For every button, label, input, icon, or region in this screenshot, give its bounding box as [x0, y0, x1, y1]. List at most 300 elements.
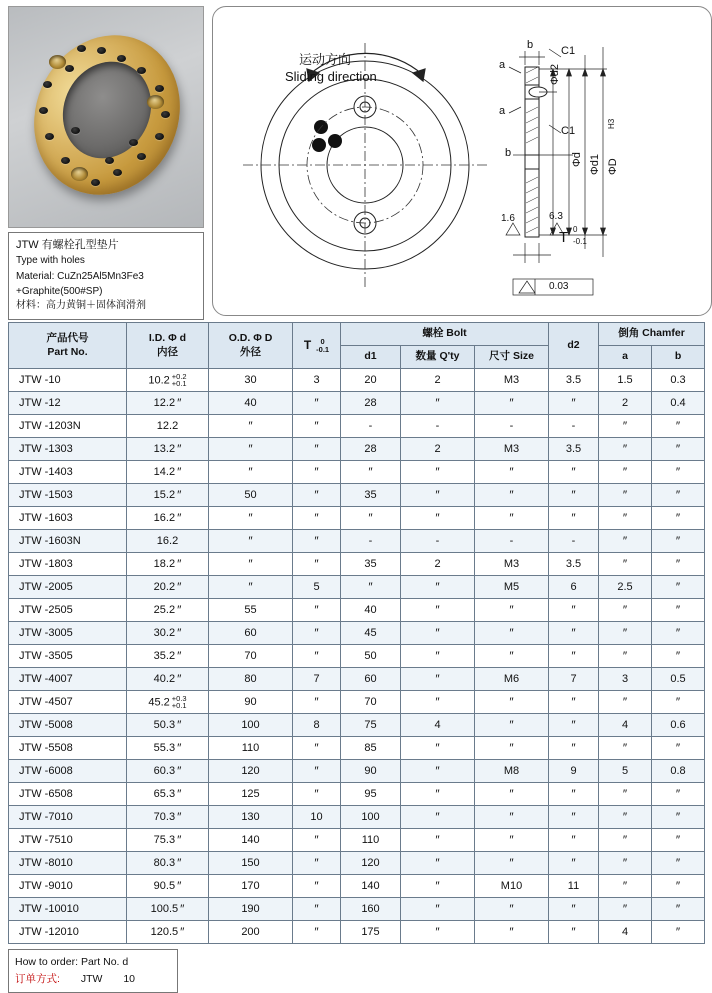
cell-bolt-d1: 160: [341, 898, 401, 921]
sliding-direction-cn: 运动方向: [299, 52, 352, 67]
cell-part-no: JTW -2005: [9, 576, 127, 599]
cell-thickness: ″: [293, 737, 341, 760]
cell-id-tolerance: ″: [177, 879, 182, 894]
cell-chamfer-b: ″: [652, 553, 705, 576]
cell-outer-diameter: 100: [209, 714, 293, 737]
cell-chamfer-b: 0.3: [652, 369, 705, 392]
cell-outer-diameter: ″: [209, 438, 293, 461]
cell-inner-diameter: 13.2 ″: [127, 438, 209, 461]
dim-h3: H3: [607, 118, 616, 129]
how-to-order-box: [8, 949, 178, 993]
cell-d2: ″: [549, 691, 599, 714]
cell-bolt-qty: ″: [401, 599, 475, 622]
cell-bolt-size: ″: [475, 392, 549, 415]
cell-outer-diameter: 30: [209, 369, 293, 392]
cell-bolt-d1: 50: [341, 645, 401, 668]
cell-chamfer-a: ″: [599, 852, 652, 875]
cell-bolt-qty: ″: [401, 852, 475, 875]
cell-chamfer-a: 2: [599, 392, 652, 415]
dim-T-tol-bot: -0.1: [573, 237, 587, 246]
cell-bolt-d1: 35: [341, 553, 401, 576]
top-section: [0, 0, 712, 318]
graphite-plug-icon: [97, 47, 106, 54]
caption-title-en: Type with holes: [16, 254, 85, 266]
graphite-plug-icon: [137, 67, 146, 74]
cell-chamfer-a: ″: [599, 599, 652, 622]
graphite-plug-icon: [137, 153, 146, 160]
table-row: [9, 875, 705, 898]
cell-outer-diameter: ″: [209, 576, 293, 599]
cell-outer-diameter: 110: [209, 737, 293, 760]
cell-id-tolerance: ″: [180, 925, 185, 940]
cell-part-no: JTW -1303: [9, 438, 127, 461]
cell-chamfer-b: ″: [652, 507, 705, 530]
cell-id-tolerance: ″: [177, 511, 182, 526]
cell-chamfer-b: ″: [652, 852, 705, 875]
cell-bolt-qty: -: [401, 530, 475, 553]
product-photo: [8, 6, 204, 228]
cell-id-tolerance: ″: [177, 465, 182, 480]
cell-outer-diameter: ″: [209, 507, 293, 530]
cell-bolt-size: M10: [475, 875, 549, 898]
cell-bolt-size: ″: [475, 783, 549, 806]
cell-chamfer-b: 0.5: [652, 668, 705, 691]
table-row: [9, 599, 705, 622]
cell-outer-diameter: 125: [209, 783, 293, 806]
cell-bolt-d1: 35: [341, 484, 401, 507]
cell-outer-diameter: 130: [209, 806, 293, 829]
cell-id-tolerance: ″: [177, 488, 182, 503]
table-row: [9, 714, 705, 737]
cell-chamfer-a: ″: [599, 875, 652, 898]
cell-bolt-qty: ″: [401, 645, 475, 668]
cell-id-tolerance: ″: [177, 833, 182, 848]
cell-bolt-d1: 75: [341, 714, 401, 737]
cell-d2: ″: [549, 645, 599, 668]
cell-d2: 3.5: [549, 369, 599, 392]
cell-thickness: ″: [293, 507, 341, 530]
cell-inner-diameter: 80.3 ″: [127, 852, 209, 875]
graphite-plug-icon: [161, 111, 170, 118]
cell-bolt-size: ″: [475, 829, 549, 852]
cell-id-tolerance: ″: [177, 810, 182, 825]
cell-chamfer-a: 3: [599, 668, 652, 691]
cell-bolt-size: ″: [475, 806, 549, 829]
cell-d2: ″: [549, 783, 599, 806]
cell-outer-diameter: 50: [209, 484, 293, 507]
cell-chamfer-a: ″: [599, 829, 652, 852]
bolt-hole-icon: [49, 55, 66, 69]
cell-bolt-size: M3: [475, 438, 549, 461]
cell-part-no: JTW -3505: [9, 645, 127, 668]
table-row: [9, 438, 705, 461]
cell-outer-diameter: ″: [209, 553, 293, 576]
cell-id-tolerance: ″: [177, 442, 182, 457]
cell-bolt-size: ″: [475, 622, 549, 645]
cell-chamfer-b: 0.8: [652, 760, 705, 783]
caption-material-cn: 材料：高力黄铜＋固体润滑剂: [16, 300, 146, 312]
cell-d2: ″: [549, 921, 599, 944]
cell-outer-diameter: 70: [209, 645, 293, 668]
cell-chamfer-b: ″: [652, 783, 705, 806]
spec-table-wrap: [0, 318, 712, 944]
cell-d2: ″: [549, 484, 599, 507]
cell-inner-diameter: 14.2 ″: [127, 461, 209, 484]
cell-chamfer-a: ″: [599, 622, 652, 645]
cell-bolt-qty: 4: [401, 714, 475, 737]
roughness-16: 1.6: [501, 213, 515, 224]
cell-bolt-size: M8: [475, 760, 549, 783]
cell-inner-diameter: 30.2 ″: [127, 622, 209, 645]
cell-bolt-qty: ″: [401, 461, 475, 484]
cell-part-no: JTW -7010: [9, 806, 127, 829]
cell-bolt-qty: ″: [401, 622, 475, 645]
dim-a-1: a: [499, 59, 506, 71]
order-prefix: JTW: [80, 972, 103, 985]
cell-thickness: ″: [293, 852, 341, 875]
cell-outer-diameter: ″: [209, 415, 293, 438]
cell-part-no: JTW -10010: [9, 898, 127, 921]
th-chamfer-a: a: [599, 346, 652, 369]
cell-part-no: JTW -1603: [9, 507, 127, 530]
cell-d2: 7: [549, 668, 599, 691]
cell-part-no: JTW -12: [9, 392, 127, 415]
cell-d2: ″: [549, 898, 599, 921]
cell-thickness: ″: [293, 530, 341, 553]
cell-thickness: ″: [293, 691, 341, 714]
cell-d2: -: [549, 530, 599, 553]
cell-thickness: ″: [293, 553, 341, 576]
cell-inner-diameter: 20.2 ″: [127, 576, 209, 599]
cell-bolt-d1: 120: [341, 852, 401, 875]
cell-chamfer-b: ″: [652, 806, 705, 829]
cell-part-no: JTW -2505: [9, 599, 127, 622]
cell-d2: -: [549, 415, 599, 438]
table-row: [9, 369, 705, 392]
cell-inner-diameter: 40.2 ″: [127, 668, 209, 691]
cell-bolt-d1: ″: [341, 576, 401, 599]
cell-thickness: 8: [293, 714, 341, 737]
graphite-plug-icon: [105, 157, 114, 164]
cell-outer-diameter: 150: [209, 852, 293, 875]
cell-part-no: JTW -12010: [9, 921, 127, 944]
table-header-row-1: [9, 323, 705, 346]
cell-thickness: 3: [293, 369, 341, 392]
th-size: 尺寸 Size: [475, 346, 549, 369]
cell-chamfer-a: 5: [599, 760, 652, 783]
cell-thickness: ″: [293, 599, 341, 622]
cell-d2: ″: [549, 829, 599, 852]
cell-thickness: ″: [293, 645, 341, 668]
cell-bolt-qty: 2: [401, 369, 475, 392]
bolt-hole-icon: [147, 95, 164, 109]
cell-outer-diameter: 80: [209, 668, 293, 691]
cell-bolt-qty: ″: [401, 898, 475, 921]
cell-chamfer-b: ″: [652, 875, 705, 898]
cell-thickness: ″: [293, 461, 341, 484]
cell-inner-diameter: 12.2: [127, 415, 209, 438]
cell-inner-diameter: 70.3 ″: [127, 806, 209, 829]
cell-outer-diameter: 60: [209, 622, 293, 645]
cell-bolt-d1: ″: [341, 461, 401, 484]
how-to-order-line2: [15, 971, 171, 988]
cell-bolt-d1: 90: [341, 760, 401, 783]
cell-bolt-size: ″: [475, 645, 549, 668]
cell-bolt-d1: 70: [341, 691, 401, 714]
cell-bolt-size: ″: [475, 599, 549, 622]
cell-bolt-qty: -: [401, 415, 475, 438]
cell-chamfer-b: 0.4: [652, 392, 705, 415]
table-row: [9, 783, 705, 806]
cell-bolt-size: ″: [475, 852, 549, 875]
cell-bolt-size: ″: [475, 461, 549, 484]
order-size: 10: [123, 972, 136, 985]
cell-thickness: ″: [293, 760, 341, 783]
cell-chamfer-a: ″: [599, 438, 652, 461]
cell-chamfer-b: ″: [652, 898, 705, 921]
cell-chamfer-a: ″: [599, 415, 652, 438]
flatness-value: 0.03: [549, 281, 569, 292]
cell-part-no: JTW -1503: [9, 484, 127, 507]
graphite-plug-icon: [155, 133, 164, 140]
cell-d2: ″: [549, 714, 599, 737]
cell-id-tolerance: ″: [177, 557, 182, 572]
graphite-plug-icon: [65, 65, 74, 72]
cell-thickness: ″: [293, 415, 341, 438]
cell-part-no: JTW -9010: [9, 875, 127, 898]
cell-bolt-d1: 60: [341, 668, 401, 691]
cell-inner-diameter: 100.5 ″: [127, 898, 209, 921]
table-row: [9, 829, 705, 852]
cell-chamfer-b: ″: [652, 599, 705, 622]
cell-inner-diameter: 45.2 +0.3 +0.1: [127, 691, 209, 714]
cell-chamfer-a: ″: [599, 553, 652, 576]
cell-bolt-d1: 45: [341, 622, 401, 645]
cell-chamfer-b: ″: [652, 829, 705, 852]
cell-d2: ″: [549, 737, 599, 760]
cell-d2: ″: [549, 461, 599, 484]
cell-bolt-d1: ″: [341, 507, 401, 530]
cell-part-no: JTW -1203N: [9, 415, 127, 438]
table-row: [9, 461, 705, 484]
cell-inner-diameter: 16.2: [127, 530, 209, 553]
cell-part-no: JTW -4507: [9, 691, 127, 714]
cell-bolt-size: ″: [475, 691, 549, 714]
cell-bolt-d1: 40: [341, 599, 401, 622]
cell-chamfer-a: ″: [599, 530, 652, 553]
graphite-plug-icon: [77, 45, 86, 52]
cell-d2: ″: [549, 507, 599, 530]
th-d1: d1: [341, 346, 401, 369]
table-row: [9, 737, 705, 760]
cell-inner-diameter: 35.2 ″: [127, 645, 209, 668]
cell-bolt-size: M3: [475, 369, 549, 392]
cell-inner-diameter: 120.5 ″: [127, 921, 209, 944]
cell-id-tolerance: ″: [177, 649, 182, 664]
cell-part-no: JTW -5508: [9, 737, 127, 760]
cell-bolt-d1: 28: [341, 392, 401, 415]
dim-b-top: b: [527, 39, 534, 51]
graphite-plug-icon: [91, 179, 100, 186]
cell-chamfer-b: ″: [652, 691, 705, 714]
graphite-plug-icon: [43, 81, 52, 88]
cell-inner-diameter: 65.3 ″: [127, 783, 209, 806]
drawing-svg: [213, 7, 711, 315]
table-row: [9, 645, 705, 668]
graphite-plug-icon: [61, 157, 70, 164]
table-row: [9, 415, 705, 438]
cell-bolt-d1: 95: [341, 783, 401, 806]
dim-phi-d: Φd: [571, 152, 583, 167]
graphite-plug-icon: [117, 55, 126, 62]
spec-table: [8, 322, 705, 944]
cell-chamfer-a: 4: [599, 921, 652, 944]
cell-outer-diameter: ″: [209, 530, 293, 553]
cell-chamfer-a: ″: [599, 898, 652, 921]
product-caption: [8, 232, 204, 320]
cell-bolt-size: M3: [475, 553, 549, 576]
cell-bolt-d1: -: [341, 415, 401, 438]
cell-outer-diameter: 55: [209, 599, 293, 622]
cell-inner-diameter: 60.3 ″: [127, 760, 209, 783]
cell-id-tolerance: ″: [177, 603, 182, 618]
table-row: [9, 921, 705, 944]
th-partno: 产品代号 Part No.: [9, 323, 127, 369]
cell-chamfer-b: 0.6: [652, 714, 705, 737]
graphite-plug-icon: [45, 133, 54, 140]
cell-id-tolerance: ″: [177, 626, 182, 641]
table-row: [9, 691, 705, 714]
cell-bolt-qty: ″: [401, 806, 475, 829]
cell-id-tolerance: ″: [177, 718, 182, 733]
cell-part-no: JTW -3005: [9, 622, 127, 645]
cell-bolt-qty: ″: [401, 668, 475, 691]
cell-bolt-qty: ″: [401, 829, 475, 852]
technical-drawing: [212, 6, 712, 316]
cell-thickness: ″: [293, 438, 341, 461]
cell-bolt-qty: ″: [401, 484, 475, 507]
dim-T-tol-top: 0: [573, 225, 578, 234]
caption-material-en2: +Graphite(500#SP): [16, 285, 103, 297]
th-chamfer-b: b: [652, 346, 705, 369]
table-row: [9, 507, 705, 530]
cell-thickness: ″: [293, 875, 341, 898]
cell-bolt-qty: ″: [401, 875, 475, 898]
cell-bolt-d1: 110: [341, 829, 401, 852]
cell-bolt-size: ″: [475, 921, 549, 944]
cell-thickness: 10: [293, 806, 341, 829]
cell-outer-diameter: 170: [209, 875, 293, 898]
cell-d2: ″: [549, 599, 599, 622]
caption-material-en: Material: CuZn25Al5Mn3Fe3: [16, 271, 144, 283]
graphite-plug-icon: [71, 127, 80, 134]
th-thickness: T 0 -0.1: [293, 323, 341, 369]
cell-bolt-qty: 2: [401, 553, 475, 576]
cell-part-no: JTW -1403: [9, 461, 127, 484]
graphite-plug-icon: [39, 107, 48, 114]
cell-chamfer-a: 1.5: [599, 369, 652, 392]
cell-bolt-d1: 175: [341, 921, 401, 944]
cell-chamfer-a: ″: [599, 507, 652, 530]
cell-outer-diameter: 190: [209, 898, 293, 921]
cell-chamfer-b: ″: [652, 576, 705, 599]
th-id: I.D. Φ d 内径: [127, 323, 209, 369]
th-od: O.D. Φ D 外径: [209, 323, 293, 369]
cell-inner-diameter: 12.2 ″: [127, 392, 209, 415]
dim-c1-top: C1: [561, 45, 576, 57]
dim-phi-d1: Φd1: [589, 153, 601, 175]
roughness-63: 6.3: [549, 211, 563, 222]
cell-chamfer-b: ″: [652, 484, 705, 507]
graphite-plug-icon: [155, 85, 164, 92]
spec-table-body: [9, 369, 705, 944]
cell-bolt-size: M6: [475, 668, 549, 691]
bolt-hole-icon: [71, 167, 88, 181]
cell-id-tolerance: ″: [177, 672, 182, 687]
cell-inner-diameter: 75.3 ″: [127, 829, 209, 852]
how-to-order-line1: How to order: Part No. d: [15, 956, 129, 968]
table-row: [9, 484, 705, 507]
cell-bolt-size: -: [475, 530, 549, 553]
cell-bolt-size: ″: [475, 898, 549, 921]
cell-outer-diameter: 90: [209, 691, 293, 714]
th-chamfer: 倒角 Chamfer: [599, 323, 705, 346]
cell-part-no: JTW -1603N: [9, 530, 127, 553]
cell-inner-diameter: 15.2 ″: [127, 484, 209, 507]
cell-chamfer-a: ″: [599, 645, 652, 668]
cell-outer-diameter: 140: [209, 829, 293, 852]
order-label-cn: 订单方式:: [15, 972, 60, 985]
cell-bolt-qty: ″: [401, 392, 475, 415]
cell-thickness: ″: [293, 783, 341, 806]
cell-inner-diameter: 16.2 ″: [127, 507, 209, 530]
cell-part-no: JTW -5008: [9, 714, 127, 737]
cell-part-no: JTW -1803: [9, 553, 127, 576]
cell-chamfer-b: ″: [652, 461, 705, 484]
cell-id-tolerance: +0.3 +0.1: [171, 693, 187, 710]
cell-chamfer-b: ″: [652, 622, 705, 645]
th-d2: d2: [549, 323, 599, 369]
cell-inner-diameter: 18.2 ″: [127, 553, 209, 576]
table-row: [9, 668, 705, 691]
cell-id-tolerance: ″: [177, 741, 182, 756]
cell-chamfer-b: ″: [652, 438, 705, 461]
cell-chamfer-a: ″: [599, 806, 652, 829]
cell-bolt-d1: 85: [341, 737, 401, 760]
cell-chamfer-a: ″: [599, 691, 652, 714]
cell-bolt-size: ″: [475, 737, 549, 760]
cell-chamfer-b: ″: [652, 645, 705, 668]
cell-id-tolerance: ″: [177, 787, 182, 802]
table-row: [9, 852, 705, 875]
graphite-plug-icon: [113, 169, 122, 176]
cell-chamfer-a: 4: [599, 714, 652, 737]
cell-inner-diameter: 25.2 ″: [127, 599, 209, 622]
cell-chamfer-a: ″: [599, 484, 652, 507]
cell-d2: ″: [549, 806, 599, 829]
th-qty: 数量 Q'ty: [401, 346, 475, 369]
caption-title-cn: JTW 有螺栓孔型垫片: [16, 239, 119, 251]
table-row: [9, 806, 705, 829]
cell-bolt-size: M5: [475, 576, 549, 599]
cell-chamfer-a: ″: [599, 737, 652, 760]
cell-chamfer-b: ″: [652, 530, 705, 553]
cell-bolt-size: -: [475, 415, 549, 438]
cell-bolt-qty: ″: [401, 783, 475, 806]
table-row: [9, 576, 705, 599]
sliding-direction-en: Sliding direction: [285, 69, 377, 84]
cell-id-tolerance: ″: [177, 396, 182, 411]
